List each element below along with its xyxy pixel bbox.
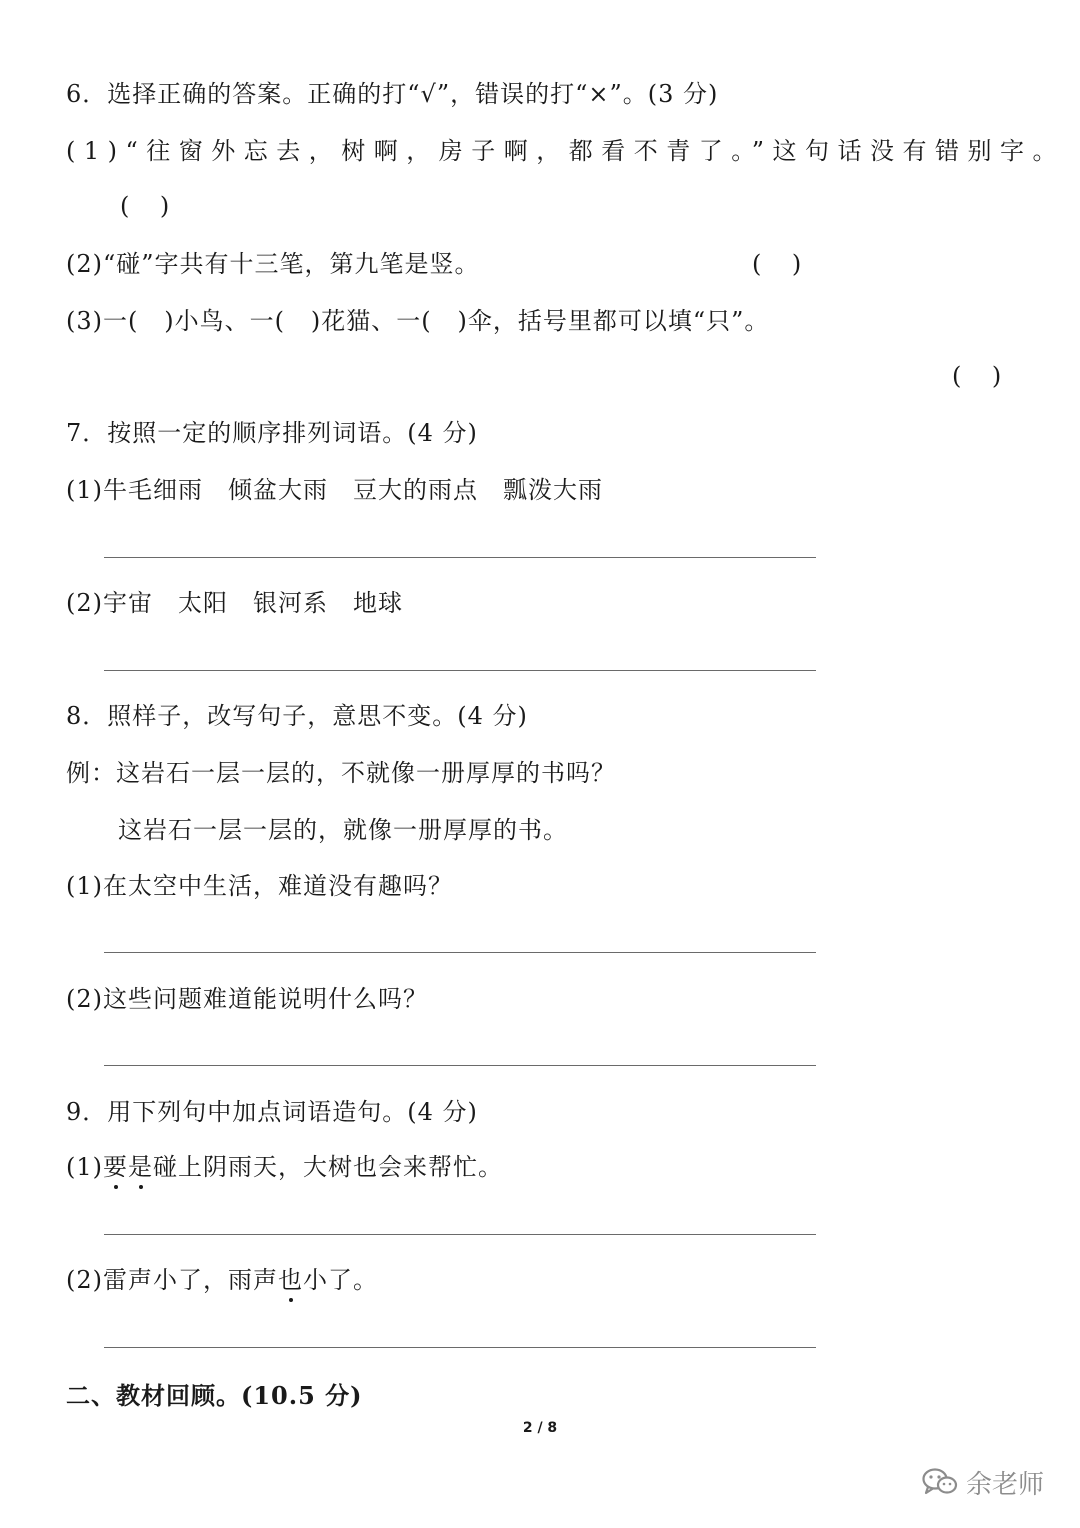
q9-item2-prefix: (2)雷声小了，雨声	[66, 1266, 278, 1294]
q9-item1-answer-line[interactable]	[104, 1234, 816, 1235]
q8-example: 例：这岩石一层一层的，不就像一册厚厚的书吗？	[66, 759, 616, 787]
q8-item2-answer-line[interactable]	[104, 1065, 816, 1066]
q9-item1-prefix: (1)	[66, 1153, 103, 1181]
q8-item1-answer-line[interactable]	[104, 952, 816, 953]
q8-item1: (1)在太空中生活，难道没有趣吗？	[66, 872, 453, 900]
q7-item2-answer-line[interactable]	[104, 670, 816, 671]
q8-title: 8．照样子，改写句子，意思不变。(4 分)	[66, 702, 528, 730]
q8-example-answer: 这岩石一层一层的，就像一册厚厚的书。	[118, 816, 568, 844]
section-2-heading: 二、教材回顾。(10.5 分)	[66, 1381, 363, 1410]
q6-item2: (2)“碰”字共有十三笔，第九笔是竖。	[66, 250, 480, 278]
q7-title: 7．按照一定的顺序排列词语。(4 分)	[66, 419, 478, 447]
q9-item1-rest: 碰上阴雨天，大树也会来帮忙。	[153, 1153, 503, 1181]
q9-item2-answer-line[interactable]	[104, 1347, 816, 1348]
q9-item2-rest: 小了。	[303, 1266, 378, 1294]
watermark-text: 余老师	[966, 1469, 1045, 1500]
watermark	[922, 1462, 1044, 1502]
q6-item1: (1)“往窗外忘去，树啊，房子啊，都看不青了。”这句话没有错别字。	[66, 137, 1066, 165]
q9-item1	[66, 1151, 503, 1183]
q6-title: 6．选择正确的答案。正确的打“√”，错误的打“×”。(3 分)	[66, 80, 719, 108]
page-number: 2 / 8	[522, 1420, 558, 1436]
q8-item2: (2)这些问题难道能说明什么吗？	[66, 985, 428, 1013]
q6-item2-answer-paren[interactable]: ( )	[752, 250, 802, 278]
q9-item2	[66, 1264, 378, 1296]
q6-item3-answer-paren[interactable]: ( )	[952, 362, 1002, 390]
q9-title: 9．用下列句中加点词语造句。(4 分)	[66, 1098, 478, 1126]
q9-item2-dotted-char: 也	[278, 1266, 303, 1294]
q9-item1-dotted-char-1: 要	[103, 1153, 128, 1181]
q6-item3: (3)一( )小鸟、一( )花猫、一( )伞，括号里都可以填“只”。	[66, 307, 770, 335]
q7-item1: (1)牛毛细雨 倾盆大雨 豆大的雨点 瓢泼大雨	[66, 476, 603, 504]
q6-item1-answer-paren[interactable]: ( )	[120, 192, 170, 220]
q9-item1-dotted-char-2: 是	[128, 1153, 153, 1181]
q7-item1-answer-line[interactable]	[104, 557, 816, 558]
wechat-icon	[922, 1467, 958, 1497]
q7-item2: (2)宇宙 太阳 银河系 地球	[66, 589, 403, 617]
